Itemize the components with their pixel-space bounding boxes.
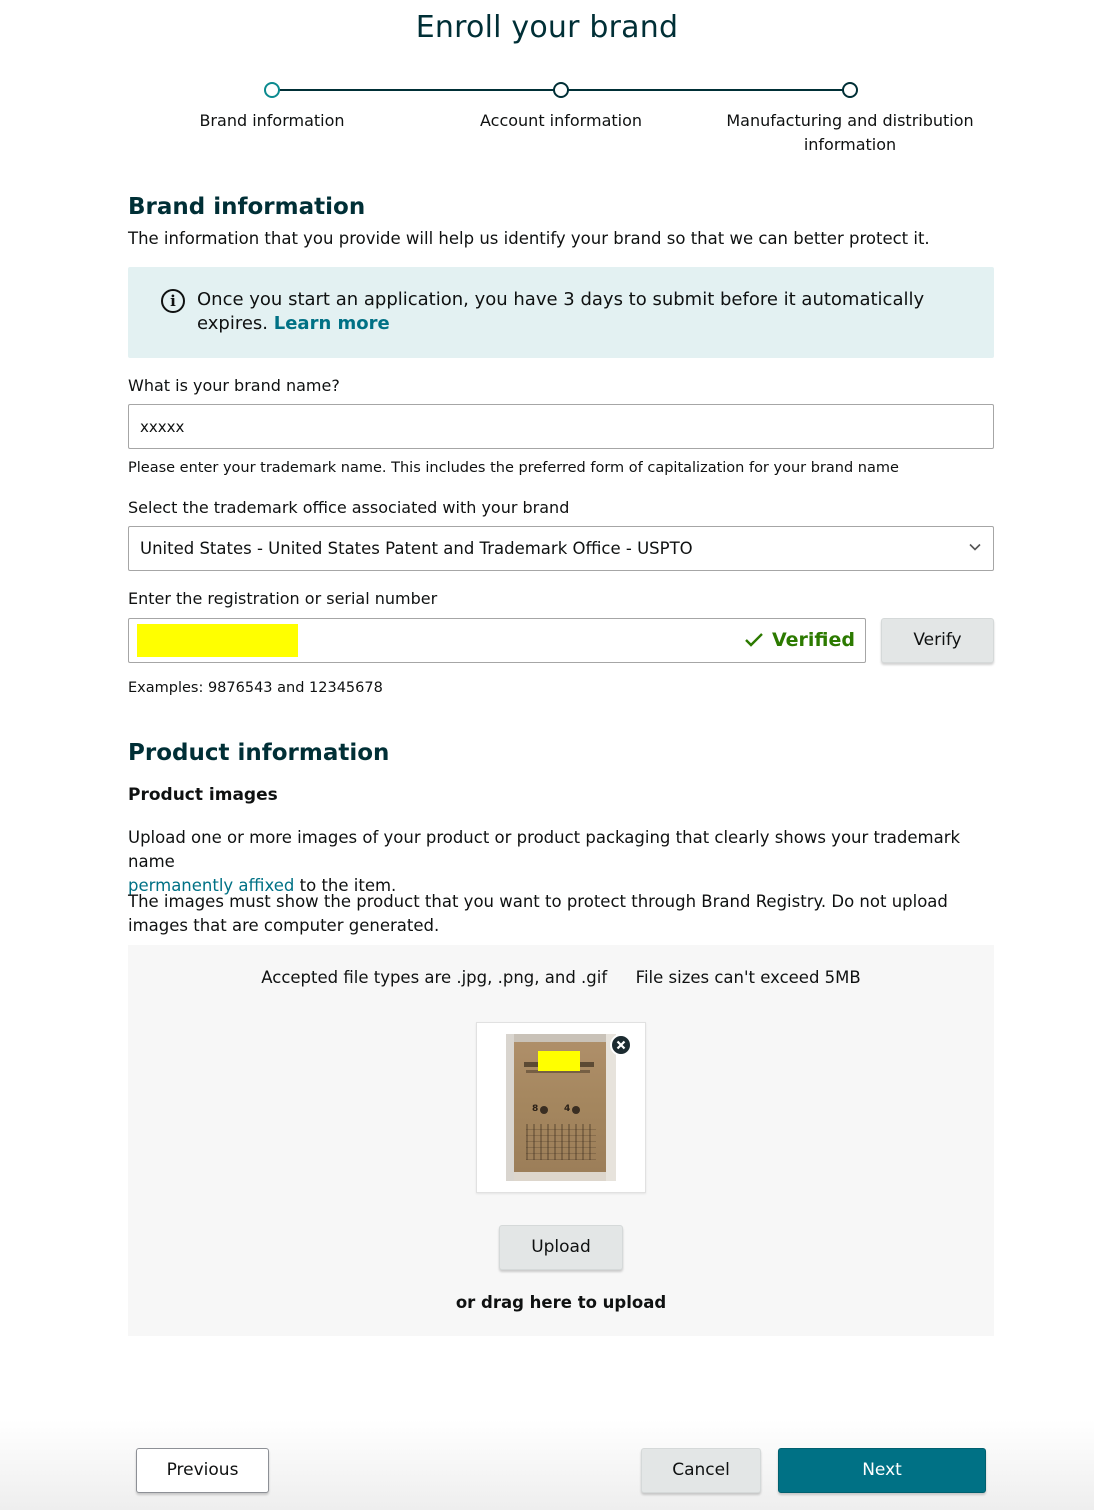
verified-status — [744, 629, 855, 651]
instructions-text-end: to the item. — [294, 876, 397, 895]
serial-number-examples: Examples: 9876543 and 12345678 — [128, 680, 383, 696]
stepper-connector — [568, 89, 843, 91]
step-dot-brand-information — [264, 82, 280, 98]
next-button[interactable]: Next — [778, 1448, 986, 1493]
serial-number-label: Enter the registration or serial number — [128, 589, 438, 608]
upload-button[interactable]: Upload — [499, 1225, 623, 1270]
brand-name-label: What is your brand name? — [128, 376, 340, 395]
permanently-affixed-link[interactable]: permanently affixed — [128, 876, 295, 895]
accepted-file-types: Accepted file types are .jpg, .png, and .gif — [261, 968, 608, 987]
upload-constraints — [128, 968, 994, 987]
page-title: Enroll your brand — [415, 10, 679, 45]
product-information-heading: Product information — [128, 740, 390, 766]
verified-label: Verified — [771, 629, 855, 651]
instructions-text: Upload one or more images of your product or product packaging that clearly shows your trademark name — [128, 828, 961, 871]
step-label-brand-information: Brand information — [199, 111, 345, 130]
verify-button[interactable]: Verify — [881, 618, 994, 663]
stepper-connector — [278, 89, 554, 91]
step-dot-account-information — [553, 82, 569, 98]
progress-stepper — [0, 82, 1094, 162]
notice-text-block — [197, 288, 957, 336]
product-images-instructions — [128, 826, 994, 898]
cancel-button[interactable]: Cancel — [641, 1448, 761, 1493]
redacted-serial-number — [137, 624, 298, 657]
brand-information-description: The information that you provide will help us identify your brand so that we can better protect it. — [128, 229, 930, 248]
trademark-office-select[interactable] — [128, 526, 994, 571]
image-upload-dropzone[interactable] — [128, 945, 994, 1336]
brand-name-value: xxxxx — [140, 418, 185, 436]
serial-number-input[interactable] — [128, 618, 866, 663]
notice-text: Once you start an application, you have 3 days to submit before it automatically expires. — [197, 289, 925, 334]
learn-more-link[interactable]: Learn more — [273, 313, 390, 334]
application-expiry-notice — [128, 267, 994, 358]
redacted-brand-label — [538, 1051, 580, 1071]
trademark-office-label: Select the trademark office associated with your brand — [128, 498, 570, 517]
previous-button[interactable]: Previous — [136, 1448, 269, 1493]
step-label-account-information: Account information — [479, 111, 643, 130]
brand-name-hint: Please enter your trademark name. This includes the preferred form of capitalization for your brand name — [128, 460, 899, 476]
uploaded-image-thumbnail — [476, 1022, 646, 1193]
brand-information-heading: Brand information — [128, 194, 366, 220]
info-circle-icon: i — [161, 289, 185, 313]
step-label-manufacturing: Manufacturing and distribution information — [726, 111, 974, 154]
trademark-office-value: United States - United States Patent and Trademark Office - USPTO — [140, 539, 693, 558]
close-icon[interactable] — [610, 1034, 632, 1056]
file-size-limit: File sizes can't exceed 5MB — [635, 968, 861, 987]
brand-name-input[interactable] — [128, 404, 994, 449]
product-images-requirements: The images must show the product that you want to protect through Brand Registry. Do not upload images that are computer generated. — [128, 892, 948, 935]
drag-to-upload-text: or drag here to upload — [455, 1293, 667, 1312]
checkmark-icon — [744, 632, 764, 648]
product-photo: 8 4 — [506, 1034, 616, 1181]
product-images-heading: Product images — [128, 785, 278, 805]
chevron-down-icon — [969, 541, 981, 553]
step-dot-manufacturing — [842, 82, 858, 98]
